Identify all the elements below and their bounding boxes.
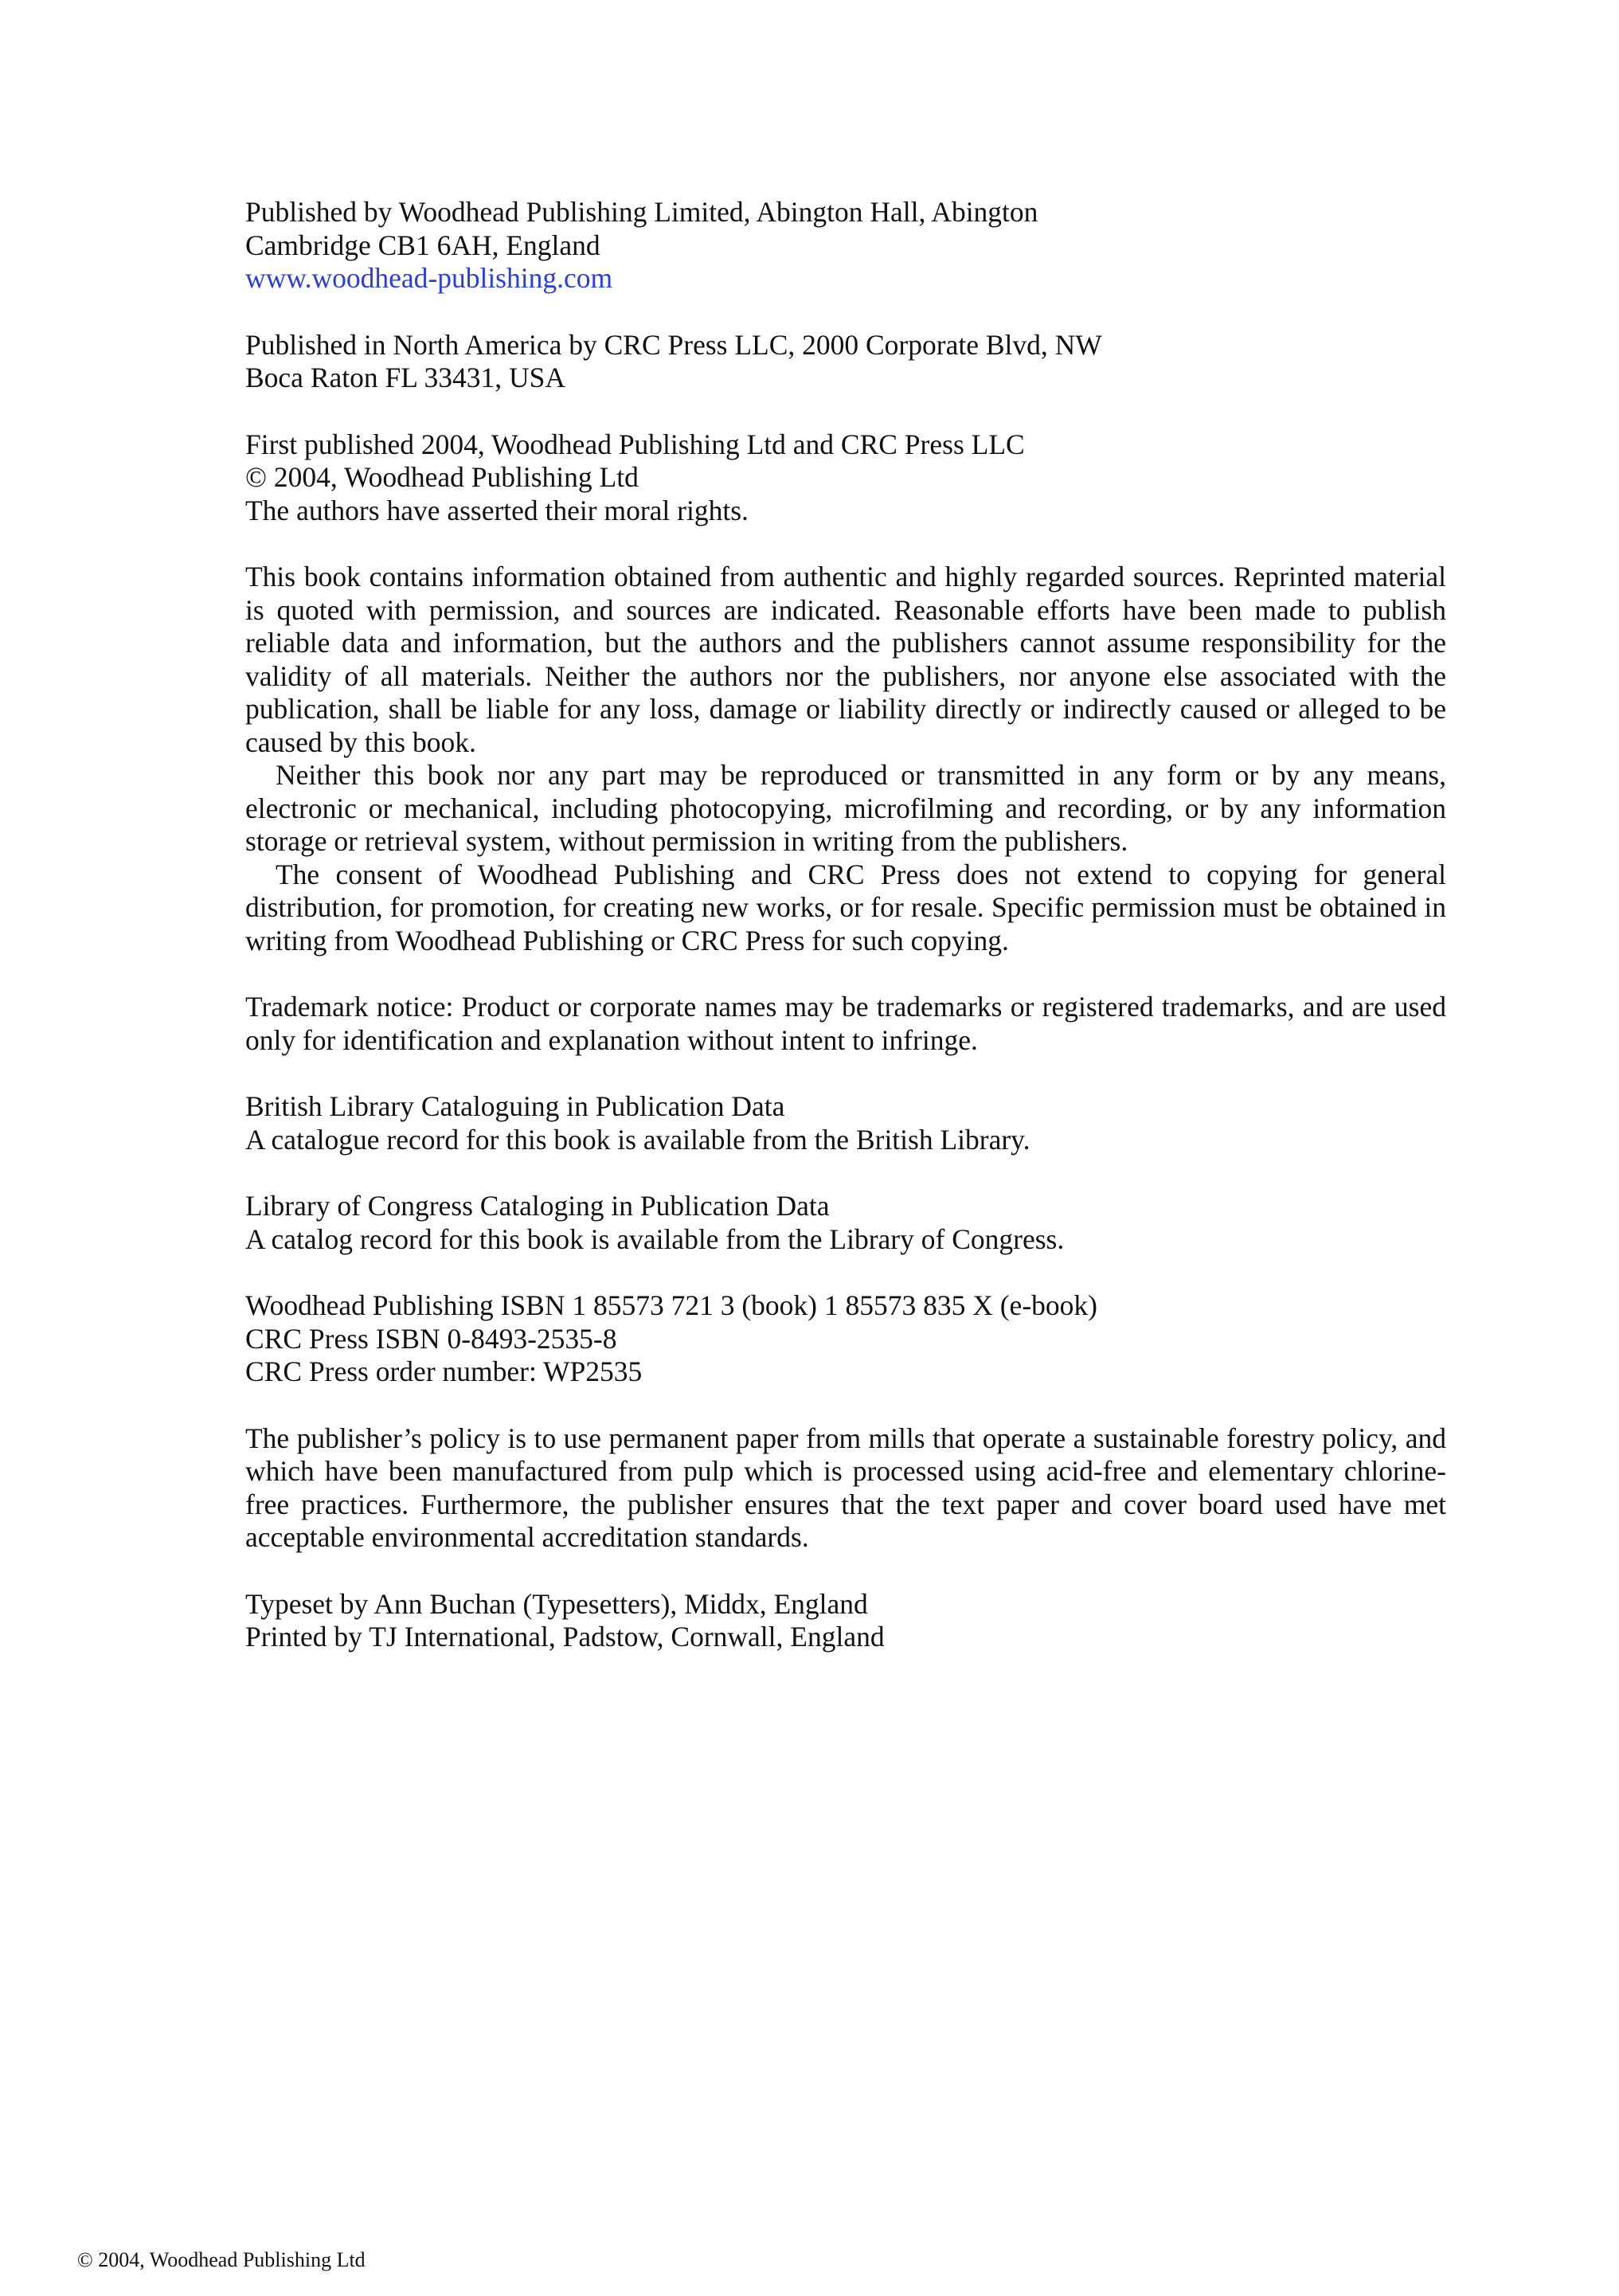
library-of-congress-block <box>245 1190 1446 1256</box>
copyright-line: © 2004, Woodhead Publishing Ltd <box>245 461 639 493</box>
publisher-website-link[interactable]: www.woodhead-publishing.com <box>245 262 613 294</box>
disclaimer-paragraph-3: The consent of Woodhead Publishing and CRC Press does not extend to copying for general distribution, for promotion, for creating new works, or for resale. Specific permission must be obtained in writing from Woodhead Publishing or CRC Press for such copying. <box>245 858 1446 956</box>
page-footer-copyright: © 2004, Woodhead Publishing Ltd <box>77 2248 366 2271</box>
production-block <box>245 1588 1446 1654</box>
north-america-block <box>245 329 1446 395</box>
crc-isbn: CRC Press ISBN 0-8493-2535-8 <box>245 1322 617 1355</box>
library-of-congress-heading: Library of Congress Cataloging in Publication Data <box>245 1190 830 1222</box>
publisher-block <box>245 196 1446 295</box>
british-library-heading: British Library Cataloguing in Publication Data <box>245 1090 785 1122</box>
first-published-line: First published 2004, Woodhead Publishing Ltd and CRC Press LLC <box>245 428 1025 460</box>
first-published-block <box>245 428 1446 528</box>
typeset-line: Typeset by Ann Buchan (Typesetters), Middx, England <box>245 1587 868 1620</box>
publisher-line-2: Cambridge CB1 6AH, England <box>245 229 600 261</box>
crc-order-number: CRC Press order number: WP2535 <box>245 1355 643 1387</box>
north-america-line-1: Published in North America by CRC Press LLC, 2000 Corporate Blvd, NW <box>245 328 1102 361</box>
disclaimer-block <box>245 561 1446 957</box>
north-america-line-2: Boca Raton FL 33431, USA <box>245 362 565 393</box>
publisher-line-1: Published by Woodhead Publishing Limited, Abington Hall, Abington <box>245 196 1038 228</box>
moral-rights-line: The authors have asserted their moral rights. <box>245 494 749 526</box>
isbn-block <box>245 1289 1446 1389</box>
copyright-content <box>245 196 1446 1688</box>
trademark-notice: Trademark notice: Product or corporate names may be trademarks or registered trademarks, and are used only for identification and explanation without intent to infringe. <box>245 991 1446 1056</box>
disclaimer-paragraph-2: Neither this book nor any part may be reproduced or transmitted in any form or by any means, electronic or mechanical, including photocopying, microfilming and recording, or by any information storage or retrieval system, without permission in writing from the publishers. <box>245 759 1446 857</box>
printed-line: Printed by TJ International, Padstow, Cornwall, England <box>245 1621 885 1653</box>
trademark-block <box>245 991 1446 1057</box>
british-library-record: A catalogue record for this book is available from the British Library. <box>245 1123 1030 1156</box>
british-library-block <box>245 1090 1446 1156</box>
paper-policy-text: The publisher’s policy is to use permanent paper from mills that operate a sustainable forestry policy, and which have been manufactured from pulp which is processed using acid-free and elementary chlorine-free practices. Furthermore, the publisher ensures that the text paper and cover board used have met acceptable environmental accreditation standards. <box>245 1422 1446 1553</box>
library-of-congress-record: A catalog record for this book is available from the Library of Congress. <box>245 1222 1065 1255</box>
woodhead-isbn: Woodhead Publishing ISBN 1 85573 721 3 (book) 1 85573 835 X (e-book) <box>245 1289 1097 1321</box>
disclaimer-paragraph-1: This book contains information obtained from authentic and highly regarded sources. Reprinted material is quoted with permission, and sources are indicated. Reasonable efforts have been made to publish reliable data and information, but the authors and the publishers cannot assume responsibility for the validity of all materials. Neither the authors nor the publishers, nor anyone else associated with the publication, shall be liable for any loss, damage or liability directly or indirectly caused or alleged to be caused by this book. <box>245 561 1446 758</box>
paper-policy-block <box>245 1422 1446 1555</box>
